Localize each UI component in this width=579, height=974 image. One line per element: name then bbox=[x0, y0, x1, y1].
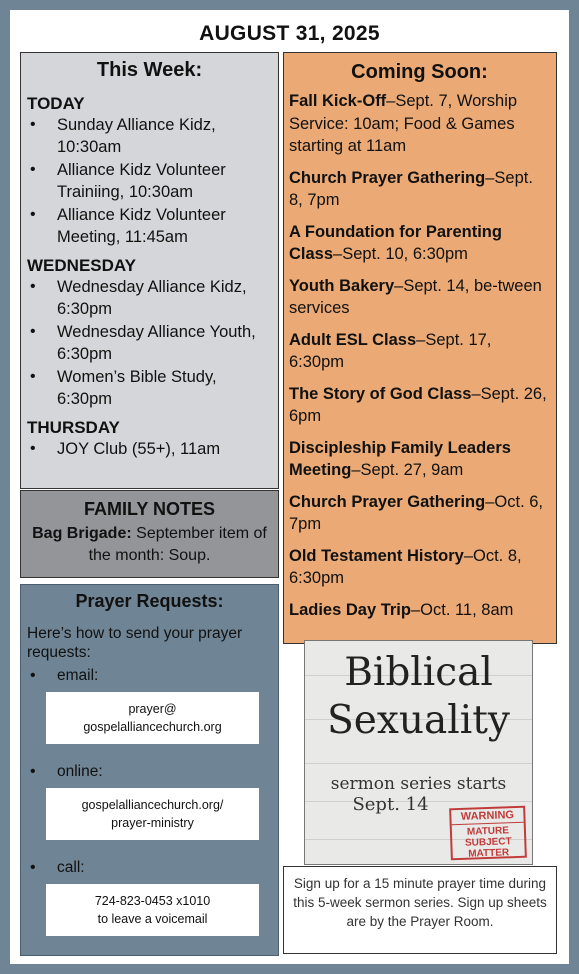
event-detail: –Oct. 11, 8am bbox=[410, 600, 514, 619]
event-item bbox=[289, 491, 550, 536]
this-week-days bbox=[27, 94, 272, 460]
event-detail: –Oct. 8, 6:30pm bbox=[289, 546, 522, 587]
event-name: Youth Bakery bbox=[289, 276, 395, 295]
prayer-signup-note: Sign up for a 15 minute prayer time during this 5-week sermon series. Sign up sheets are by the Prayer Room. bbox=[283, 866, 557, 954]
event-detail: –Sept. 17, 6:30pm bbox=[289, 330, 492, 371]
prayer-contact-box bbox=[46, 884, 259, 936]
event-name: Church Prayer Gathering bbox=[289, 168, 486, 187]
day-heading: THURSDAY bbox=[27, 418, 120, 437]
contact-text: to leave a voicemail bbox=[97, 912, 208, 926]
event-name: The Story of God Class bbox=[289, 384, 472, 403]
family-notes-title: FAMILY NOTES bbox=[83, 499, 216, 519]
event-detail: –Sept. 8, 7pm bbox=[289, 168, 533, 209]
event-item bbox=[289, 383, 550, 428]
coming-soon-title: Coming Soon: bbox=[351, 61, 488, 83]
event-item bbox=[289, 329, 550, 374]
event-name: Discipleship Family Leaders Meeting bbox=[289, 438, 511, 479]
prayer-method-label: • email: bbox=[27, 666, 272, 686]
this-week-panel bbox=[20, 52, 279, 489]
contact-text: gospelalliancechurch.org bbox=[83, 720, 222, 734]
event-item bbox=[289, 599, 550, 622]
prayer-method bbox=[27, 762, 272, 840]
contact-text: gospelalliancechurch.org/ bbox=[81, 798, 224, 812]
day-event-list bbox=[27, 438, 272, 460]
sermon-subtitle: sermon series starts bbox=[330, 774, 507, 794]
stamp-warning-word: WARNING bbox=[451, 810, 523, 826]
prayer-requests-panel bbox=[20, 584, 279, 956]
stamp-line3: MATTER bbox=[468, 847, 510, 860]
warning-stamp bbox=[449, 806, 527, 861]
family-notes-panel bbox=[20, 490, 279, 578]
prayer-methods bbox=[27, 666, 272, 936]
list-item: • Wednesday Alliance Kidz, 6:30pm bbox=[27, 276, 272, 320]
this-week-title: This Week: bbox=[96, 59, 203, 81]
family-notes-body: September item of the month: Soup. bbox=[88, 525, 267, 564]
family-notes-label: Bag Brigade: bbox=[32, 525, 132, 542]
contact-text: prayer-ministry bbox=[111, 816, 194, 830]
list-item: • JOY Club (55+), 11am bbox=[27, 438, 272, 460]
list-item: • Sunday Alliance Kidz, 10:30am bbox=[27, 114, 272, 158]
event-detail: –Oct. 6, 7pm bbox=[289, 492, 544, 533]
prayer-method-label: • call: bbox=[27, 858, 272, 878]
day-event-list bbox=[27, 114, 272, 248]
prayer-contact-box bbox=[46, 692, 259, 744]
sermon-title-line2: Sexuality bbox=[327, 698, 510, 743]
list-item: • Women’s Bible Study, 6:30pm bbox=[27, 366, 272, 410]
prayer-requests-title: Prayer Requests: bbox=[75, 591, 224, 611]
sermon-title-line1: Biblical bbox=[344, 650, 493, 695]
stamp-line2: SUBJECT bbox=[464, 836, 512, 849]
event-item bbox=[289, 167, 550, 212]
day-event-list bbox=[27, 276, 272, 410]
event-detail: –Sept. 7, Worship Service: 10am; Food & Games starting at 11am bbox=[289, 92, 518, 155]
prayer-method-label: • online: bbox=[27, 762, 272, 782]
day-heading: TODAY bbox=[27, 94, 85, 113]
contact-text: prayer@ bbox=[128, 702, 177, 716]
prayer-requests-intro: Here’s how to send your prayer requests: bbox=[27, 625, 243, 661]
event-item bbox=[289, 90, 550, 158]
bulletin-date: AUGUST 31, 2025 bbox=[199, 22, 380, 45]
contact-text: 724-823-0453 x1010 bbox=[94, 894, 211, 908]
event-detail: –Sept. 14, be-tween services bbox=[289, 276, 542, 317]
event-item bbox=[289, 545, 550, 590]
list-item: • Alliance Kidz Volunteer Trainiing, 10:30am bbox=[27, 159, 272, 203]
event-item bbox=[289, 221, 550, 266]
event-name: Fall Kick-Off bbox=[289, 92, 387, 110]
list-item: • Wednesday Alliance Youth, 6:30pm bbox=[27, 321, 272, 365]
event-name: A Foundation for Parenting Class bbox=[289, 222, 502, 263]
coming-soon-events bbox=[289, 90, 550, 621]
event-name: Adult ESL Class bbox=[289, 330, 417, 349]
coming-soon-panel bbox=[283, 52, 557, 644]
event-name: Church Prayer Gathering bbox=[289, 492, 486, 511]
prayer-contact-box bbox=[46, 788, 259, 840]
event-name: Old Testament History bbox=[289, 546, 464, 565]
sermon-series-graphic bbox=[304, 640, 533, 865]
prayer-method bbox=[27, 666, 272, 744]
sermon-start-date: Sept. 14 bbox=[352, 794, 429, 815]
family-notes-text bbox=[21, 523, 278, 567]
event-detail: –Sept. 26, 6pm bbox=[289, 384, 547, 425]
event-detail: –Sept. 27, 9am bbox=[351, 461, 464, 479]
stamp-line1: MATURE bbox=[466, 825, 510, 838]
event-item bbox=[289, 437, 550, 482]
day-heading: WEDNESDAY bbox=[27, 256, 136, 275]
event-detail: –Sept. 10, 6:30pm bbox=[333, 245, 468, 263]
list-item: • Alliance Kidz Volunteer Meeting, 11:45am bbox=[27, 204, 272, 248]
event-item bbox=[289, 275, 550, 320]
event-name: Ladies Day Trip bbox=[289, 600, 411, 619]
prayer-method bbox=[27, 858, 272, 936]
